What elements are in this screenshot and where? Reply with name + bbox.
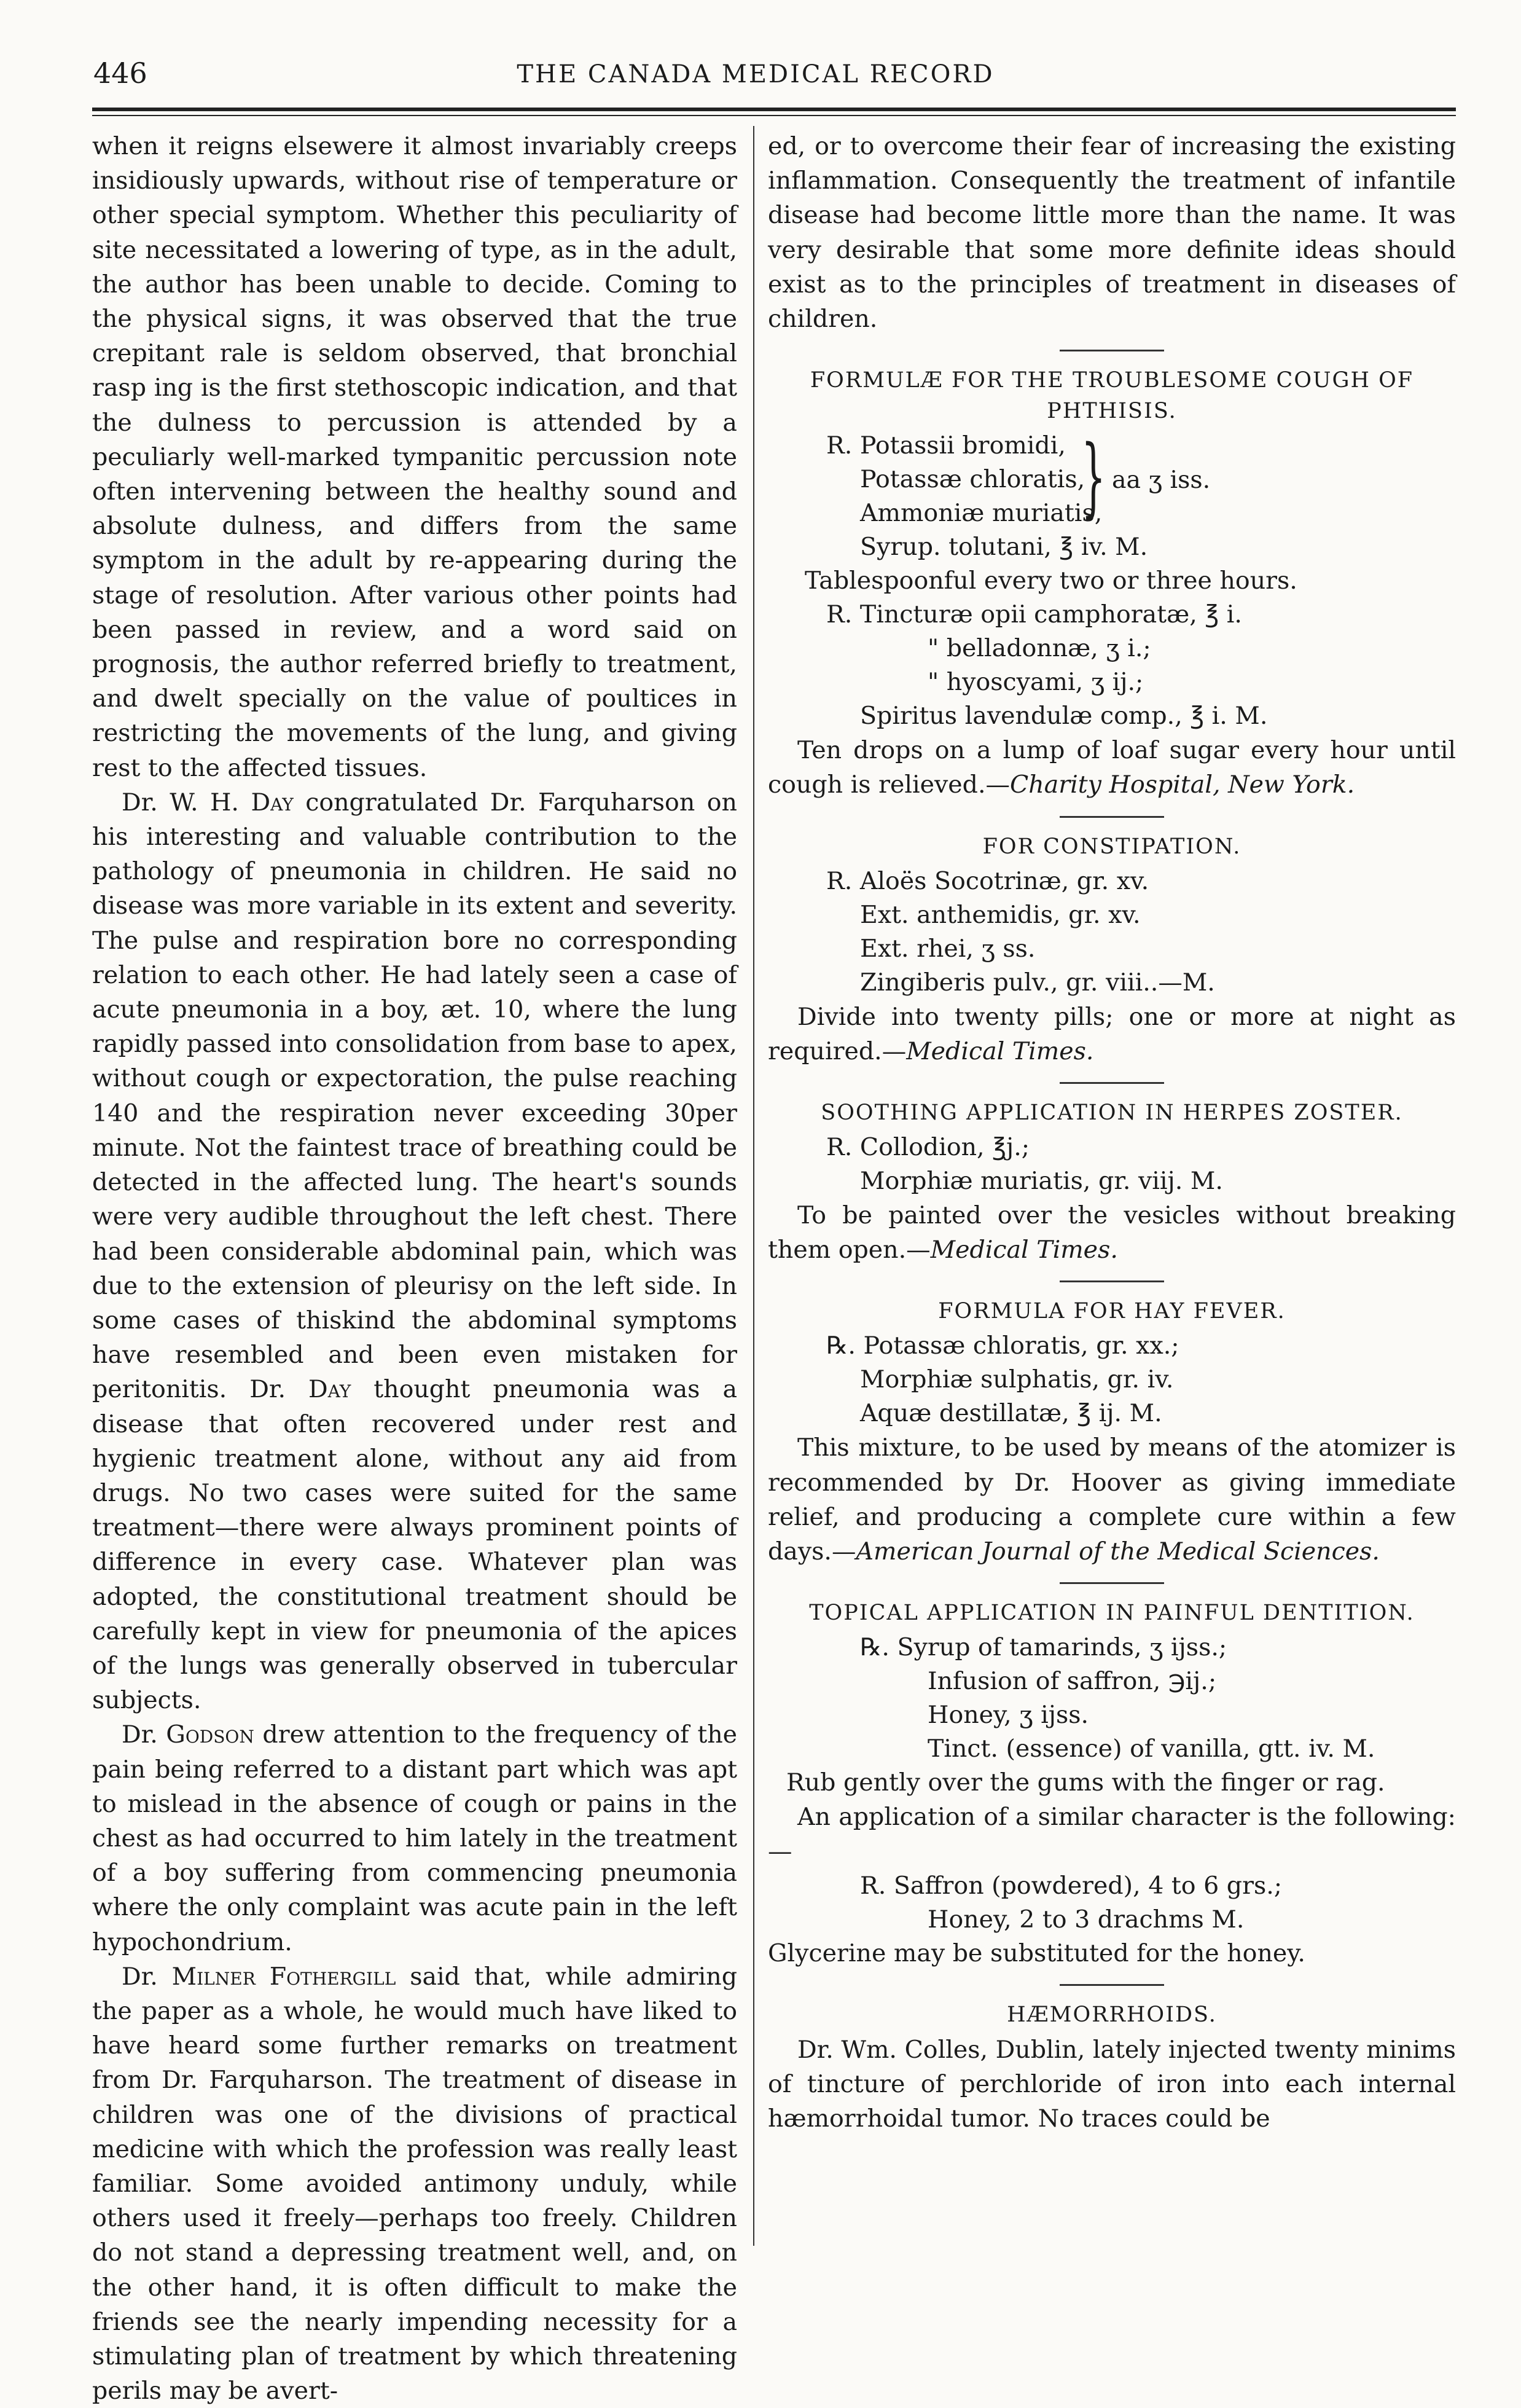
rx-line: Syrup. tolutani, ℥ iv. M. bbox=[860, 533, 1148, 562]
prescription bbox=[768, 1329, 1456, 1430]
source-citation: Medical Times. bbox=[930, 1236, 1118, 1265]
rx-line: R. Collodion, ℥j.; bbox=[826, 1133, 1030, 1162]
paragraph-day bbox=[92, 785, 737, 1717]
brace-label: aa ʒ iss. bbox=[1112, 466, 1211, 495]
column-divider bbox=[753, 126, 754, 2246]
bracket-group bbox=[768, 429, 1456, 530]
page-number: 446 bbox=[93, 57, 147, 90]
page-header bbox=[55, 57, 1456, 100]
section-rule bbox=[1060, 1582, 1164, 1584]
left-column bbox=[92, 129, 737, 2408]
text-run: Dr. W. H. bbox=[122, 788, 251, 817]
paragraph: An application of a similar character is the following:— bbox=[768, 1803, 1456, 1866]
section-heading: SOOTHING APPLICATION IN HERPES ZOSTER. bbox=[821, 1100, 1403, 1126]
section-heading: FORMULA FOR HAY FEVER. bbox=[938, 1299, 1286, 1324]
text-run: Ten drops on a lump of loaf sugar every hour until cough is relieved.— bbox=[768, 736, 1456, 799]
prescription bbox=[768, 865, 1456, 1000]
prescription bbox=[768, 429, 1456, 733]
rx-line: R. Saffron (powdered), 4 to 6 grs.; bbox=[860, 1871, 1283, 1900]
text-run: This mixture, to be used by means of the atomizer is recommended by Dr. Hoover as giving immediate relief, and producing a complete cure within a few days.— bbox=[768, 1433, 1456, 1566]
source-citation: Charity Hospital, New York. bbox=[1010, 771, 1355, 799]
section-rule bbox=[1060, 350, 1164, 351]
rx-line: ℞. Syrup of tamarinds, ʒ ijss.; bbox=[860, 1633, 1227, 1662]
header-rule bbox=[92, 108, 1456, 116]
source-citation: American Journal of the Medical Sciences. bbox=[856, 1537, 1380, 1566]
text-run: congratulated Dr. Farquharson on his interesting and valuable contribution to the pathology of pneumonia in children. He said no disease was more variable in its extent and severity. The pulse and respiration bore no corresponding relation to each other. He had lately seen a case of acute pneumonia in a boy, æt. 10, where the lung rapidly passed into consolidation from base to apex, without cough or expectoration, the pulse reaching 140 and the respiration never exceeding 30per minute. Not the faintest trace of breathing could be detected in the affected lung. The heart's sounds were very audible throughout the left chest. There had been considerable abdominal pain, which was due to the extension of pleurisy on the left side. In some cases of thiskind the abdominal symptoms have resembled and been even mistaken for peritonitis. Dr. bbox=[92, 788, 737, 1404]
text-run: To be painted over the vesicles without breaking them open.— bbox=[768, 1201, 1456, 1265]
rx-line: R. Tincturæ opii camphoratæ, ℥ i. bbox=[826, 600, 1242, 629]
rx-line: Aquæ destillatæ, ℥ ij. M. bbox=[860, 1399, 1162, 1428]
right-column bbox=[768, 129, 1456, 2136]
text-run: drew attention to the frequency of the pain being referred to a distant part which was apt to mislead in the absence of cough or pains in the chest as had occurred to him lately in the treatment of a boy suffering from commencing pneumonia where the only complaint was acute pain in the left hypochondrium. bbox=[92, 1720, 738, 1956]
text-run: Dr. bbox=[122, 1962, 172, 1991]
section-rule bbox=[1060, 1280, 1164, 1282]
journal-title: THE CANADA MEDICAL RECORD bbox=[517, 60, 995, 88]
rx-line: Glycerine may be substituted for the honey. bbox=[768, 1939, 1305, 1967]
prescription bbox=[768, 1869, 1456, 1971]
rx-line: Morphiæ sulphatis, gr. iv. bbox=[860, 1365, 1174, 1394]
brace-icon: } bbox=[1081, 427, 1106, 528]
rx-line: Ext. rhei, ʒ ss. bbox=[860, 934, 1036, 963]
rx-line: Tinct. (essence) of vanilla, gtt. iv. M. bbox=[928, 1735, 1375, 1763]
paragraph-godson bbox=[92, 1717, 737, 1959]
paragraph bbox=[768, 733, 1456, 802]
text-run: thought pneumonia was a disease that often recovered under rest and hygienic treatment alone, without any aid from drugs. No two cases were suited for the same treatment—there were always prominent points of difference in every case. Whatever plan was adopted, the constitutional treatment should be carefully kept in view for pneumonia of the apices of the lungs was generally observed in tubercular subjects. bbox=[92, 1375, 737, 1715]
rx-line: R. Aloës Socotrinæ, gr. xv. bbox=[826, 866, 1149, 895]
text-run: Dr. bbox=[122, 1720, 166, 1749]
speaker-name: Godson bbox=[166, 1720, 254, 1749]
text-run: said that, while admiring the paper as a whole, he would much have liked to have heard some further remarks on treatment from Dr. Farquharson. The treatment of disease in children was one of the divisions of practical medicine with which the profession was really least familiar. Some avoided antimony unduly, while others used it freely—perhaps too freely. Children do not stand a depressing treatment well, and, on the other hand, it is often difficult to make the friends see the nearly impending necessity for a stimulating plan of treatment by which threatening perils may be avert- bbox=[92, 1962, 737, 2406]
text-run: Divide into twenty pills; one or more at night as required.— bbox=[768, 1002, 1456, 1065]
rx-line: Morphiæ muriatis, gr. viij. M. bbox=[860, 1167, 1223, 1196]
rx-line: " belladonnæ, ʒ i.; bbox=[928, 634, 1151, 663]
paragraph-fothergill bbox=[92, 1959, 737, 2408]
section-rule bbox=[1060, 1082, 1164, 1084]
speaker-name: Day bbox=[251, 788, 294, 817]
prescription bbox=[768, 1631, 1456, 1800]
section-heading: TOPICAL APPLICATION IN PAINFUL DENTITION. bbox=[809, 1601, 1415, 1626]
paragraph: Dr. Wm. Colles, Dublin, lately injected twenty minims of tincture of perchloride of iron into each internal hæmorrhoidal tumor. No traces could be bbox=[768, 2035, 1456, 2133]
section-heading: FOR CONSTIPATION. bbox=[982, 834, 1241, 859]
paragraph bbox=[768, 1198, 1456, 1267]
section-rule bbox=[1060, 1984, 1164, 1986]
rx-line: Ext. anthemidis, gr. xv. bbox=[860, 900, 1141, 929]
rx-line: R. Potassii bromidi, bbox=[826, 431, 1066, 460]
prescription bbox=[768, 1131, 1456, 1198]
rx-line: " hyoscyami, ʒ ij.; bbox=[928, 668, 1144, 697]
rx-line: Infusion of saffron, ℈ij.; bbox=[928, 1667, 1217, 1696]
speaker-name: Day bbox=[308, 1375, 351, 1404]
rx-line: Spiritus lavendulæ comp., ℥ i. M. bbox=[860, 702, 1268, 731]
paragraph bbox=[768, 1430, 1456, 1569]
speaker-name: Milner Fothergill bbox=[171, 1962, 396, 1991]
paragraph: ed, or to overcome their fear of increasing the existing inflammation. Consequently the treatment of infantile disease had become little more than the name. It was very desirable that some more definite ideas should exist as to the principles of treatment in diseases of children. bbox=[768, 132, 1456, 334]
rx-line: Tablespoonful every two or three hours. bbox=[805, 567, 1297, 595]
rx-line: Rub gently over the gums with the finger or rag. bbox=[786, 1768, 1385, 1797]
paragraph bbox=[768, 1000, 1456, 1069]
rx-line: Zingiberis pulv., gr. viii..—M. bbox=[860, 968, 1215, 997]
section-heading: FORMULÆ FOR THE TROUBLESOME COUGH OF PHTHISIS. bbox=[810, 368, 1414, 424]
rx-line: ℞. Potassæ chloratis, gr. xx.; bbox=[826, 1331, 1179, 1360]
rx-line: Ammoniæ muriatis, bbox=[860, 499, 1103, 528]
rx-line: Potassæ chloratis, bbox=[860, 465, 1085, 494]
section-rule bbox=[1060, 816, 1164, 818]
source-citation: Medical Times. bbox=[906, 1037, 1094, 1065]
paragraph: when it reigns elsewere it almost invariably creeps insidiously upwards, without rise of temperature or other special symptom. Whether this peculiarity of site necessitated a lowering of type, as in the adult, the author has been unable to decide. Coming to the physical signs, it was observed that the true crepitant rale is seldom observed, that bronchial rasp ing is the first stethoscopic indication, and that the dulness to percussion is attended by a peculiarly well-marked tympanitic percussion note often intervening between the healthy sound and absolute dulness, and differs from the same symptom in the adult by re-appearing during the stage of resolution. After various other points had been passed in review, and a word said on prognosis, the author referred briefly to treatment, and dwelt specially on the value of poultices in restricting the movements of the lung, and giving rest to the affected tissues. bbox=[92, 132, 737, 782]
rx-line: Honey, 2 to 3 drachms M. bbox=[928, 1905, 1245, 1934]
rx-line: Honey, ʒ ijss. bbox=[928, 1701, 1089, 1730]
section-heading: HÆMORRHOIDS. bbox=[1007, 2002, 1217, 2027]
